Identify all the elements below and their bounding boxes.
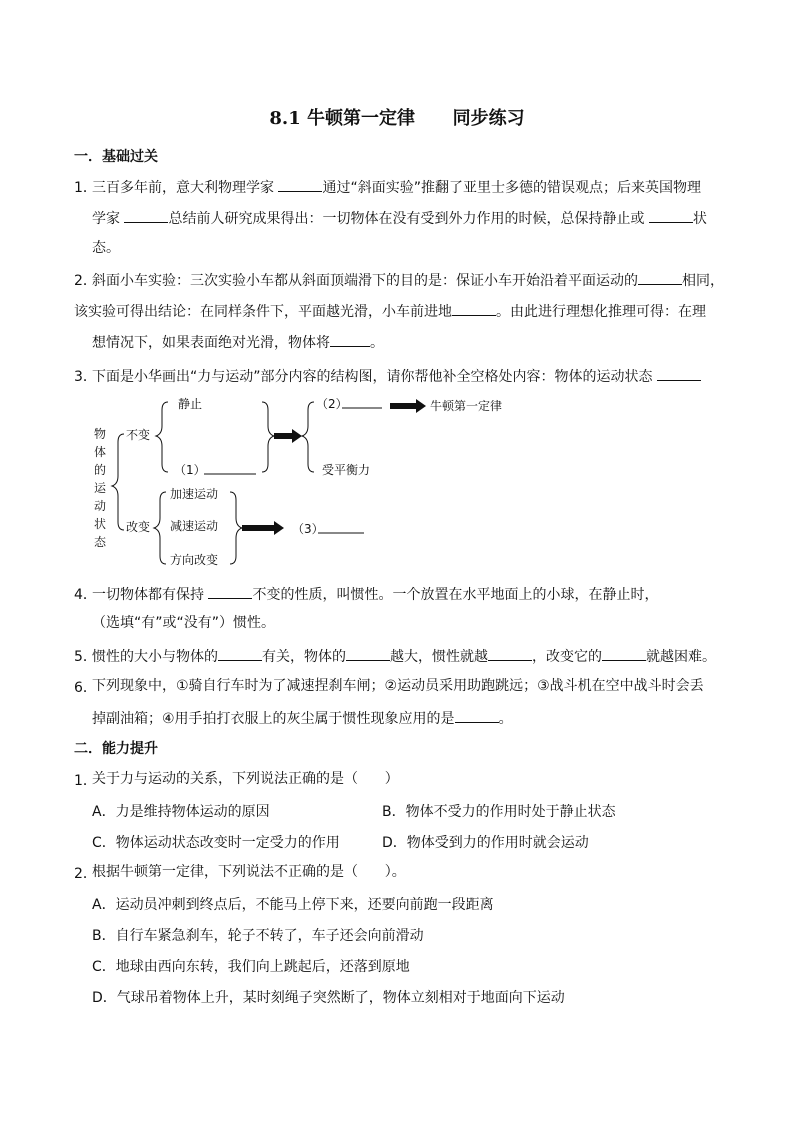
question-line: [92, 708, 513, 728]
diagram-static: 静止: [178, 397, 203, 411]
diagram-root-char: 状: [94, 517, 107, 531]
brace-changed-closing: [230, 492, 242, 564]
question-number: 1．: [74, 773, 97, 789]
diagram-accelerate: 加速运动: [170, 487, 219, 501]
section-heading-basic: 一．基础过关: [74, 149, 158, 165]
question-text: 不变的性质，叫惯性。一个放置在水平地面上的小球，在静止时，: [252, 587, 659, 603]
option-a[interactable]: A．运动员冲刺到终点后，不能马上停下来，还要向前跑一段距离: [92, 897, 494, 913]
answer-blank[interactable]: [488, 646, 532, 661]
diagram-newton-law: 牛顿第一定律: [430, 399, 503, 413]
question-text: 斜面小车实验：三次实验小车都从斜面顶端滑下的目的是：保证小车开始沿着平面运动的: [92, 273, 638, 289]
arrow-icon: [416, 399, 426, 413]
arrow-shaft: [274, 433, 292, 439]
answer-blank[interactable]: [346, 646, 390, 661]
answer-blank[interactable]: [124, 208, 168, 223]
option-c[interactable]: C．地球由西向东转，我们向上跳起后，还落到原地: [92, 959, 410, 975]
structure-diagram: [86, 392, 726, 570]
question-text: 越大，惯性就越: [390, 649, 488, 665]
diagram-blank-1-label: （1）: [174, 463, 206, 477]
diagram-balanced: 受平衡力: [322, 463, 371, 477]
question-number: 4．: [74, 587, 97, 603]
answer-blank[interactable]: [638, 270, 682, 285]
question-text: 。由此进行理想化推理可得：在理: [496, 304, 706, 320]
option-d[interactable]: D．气球吊着物体上升，某时刻绳子突然断了，物体立刻相对于地面向下运动: [92, 990, 565, 1006]
option-a[interactable]: A．力是维持物体运动的原因: [92, 804, 270, 820]
diagram-unchanged: 不变: [126, 428, 151, 442]
diagram-root-char: 态: [94, 535, 107, 549]
section-heading-advanced: 二．能力提升: [74, 741, 158, 757]
question-text: 就越困难。: [646, 649, 716, 665]
question-text: 。: [370, 335, 384, 351]
brace-state: [302, 402, 314, 472]
arrow-icon: [274, 521, 284, 535]
question-text: 学家: [92, 211, 125, 227]
question-number: 6．: [74, 680, 97, 696]
option-c[interactable]: C．物体运动状态改变时一定受力的作用: [92, 835, 340, 851]
answer-blank[interactable]: [330, 332, 370, 347]
diagram-direction: 方向改变: [170, 553, 219, 567]
question-line: [74, 301, 706, 321]
question-text: 想情况下，如果表面绝对光滑，物体将: [92, 335, 330, 351]
diagram-blank-3-label: （3）: [292, 522, 324, 536]
question-line: [92, 332, 384, 352]
question-text: 通过“斜面实验”推翻了亚里士多德的错误观点；后来英国物理: [322, 180, 701, 196]
question-text: 下面是小华画出“力与运动”部分内容的结构图，请你帮他补全空格处内容：物体的运动状态: [92, 369, 657, 385]
question-number: 3．: [74, 369, 97, 385]
question-number: 5．: [74, 649, 97, 665]
question-text: 状: [692, 211, 707, 227]
question-text: 有关，物体的: [262, 649, 346, 665]
diagram-root-char: 物: [94, 427, 107, 441]
question-text: 三百多年前，意大利物理学家: [92, 180, 279, 196]
question-line: [92, 584, 658, 604]
diagram-blank-2-label: （2）: [316, 397, 348, 411]
question-text: 掉副油箱；④用手拍打衣服上的灰尘属于惯性现象应用的是: [92, 711, 455, 727]
diagram-root-char: 运: [94, 481, 107, 495]
question-text: 。: [498, 711, 513, 727]
answer-blank[interactable]: [455, 708, 499, 723]
option-b[interactable]: B．自行车紧急刹车，轮子不转了，车子还会向前滑动: [92, 928, 424, 944]
question-stem: 根据牛顿第一定律，下列说法不正确的是（ ）。: [92, 864, 406, 880]
answer-blank[interactable]: [649, 208, 693, 223]
option-b[interactable]: B．物体不受力的作用时处于静止状态: [382, 804, 616, 820]
brace-changed: [154, 492, 166, 564]
question-text: 一切物体都有保持: [92, 587, 209, 603]
diagram-changed: 改变: [126, 520, 151, 534]
question-text: 惯性的大小与物体的: [92, 649, 218, 665]
question-stem: 关于力与运动的关系，下列说法正确的是（ ）: [92, 771, 399, 787]
arrow-shaft: [242, 525, 274, 531]
question-text: 相同，: [682, 273, 724, 289]
question-line: 下列现象中，①骑自行车时为了减速捏刹车闸；②运动员采用助跑跳远；③战斗机在空中战斗时会丢: [92, 678, 704, 694]
diagram-root-char: 体: [94, 445, 107, 459]
question-line: [92, 270, 724, 290]
question-text: 该实验可得出结论：在同样条件下，平面越光滑，小车前进地: [74, 304, 452, 320]
question-number: 2．: [74, 866, 97, 882]
question-line: 态。: [92, 240, 120, 256]
brace-closing: [262, 402, 274, 472]
answer-blank[interactable]: [208, 584, 252, 599]
question-number: 1．: [74, 180, 97, 196]
question-line: [92, 366, 701, 386]
diagram-root-char: 的: [94, 463, 107, 477]
option-d[interactable]: D．物体受到力的作用时就会运动: [382, 835, 589, 851]
question-text: 总结前人研究成果得出：一切物体在没有受到外力作用的时候，总保持静止或: [168, 211, 649, 227]
question-line: [92, 177, 701, 197]
answer-blank[interactable]: [218, 646, 262, 661]
answer-blank[interactable]: [657, 366, 701, 381]
question-text: ，改变它的: [532, 649, 602, 665]
question-line: （选填“有”或“没有”）惯性。: [92, 615, 276, 631]
brace-unchanged: [156, 402, 168, 472]
question-number: 2．: [74, 273, 97, 289]
answer-blank[interactable]: [278, 177, 322, 192]
answer-blank[interactable]: [452, 301, 496, 316]
diagram-root-char: 动: [94, 499, 107, 513]
diagram-decelerate: 减速运动: [170, 519, 219, 533]
left-brace: [112, 434, 124, 530]
page-title: 8.1 牛顿第一定律 同步练习: [269, 108, 525, 129]
arrow-shaft: [390, 403, 416, 409]
question-line: [92, 208, 707, 228]
answer-blank[interactable]: [602, 646, 646, 661]
question-line: [92, 646, 716, 666]
